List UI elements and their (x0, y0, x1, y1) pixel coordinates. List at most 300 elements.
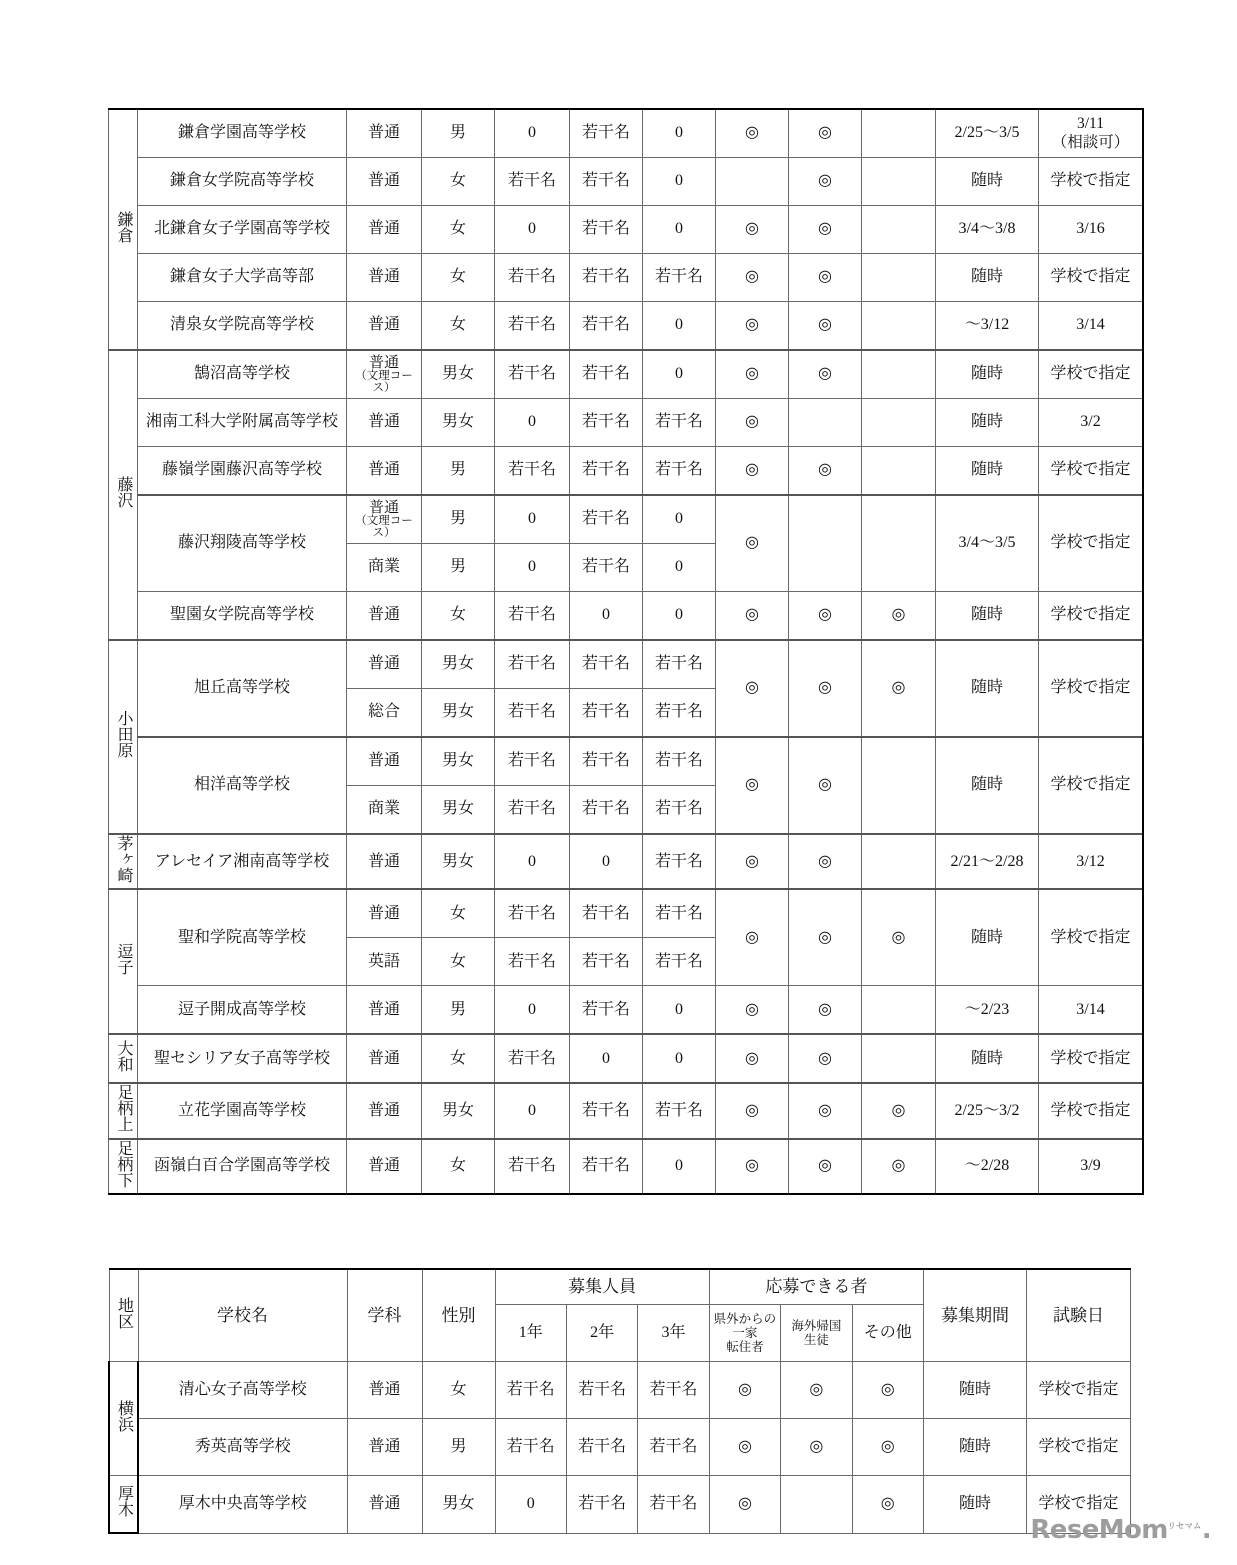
exam-date-cell: 学校で指定 (1039, 640, 1144, 737)
eligible-returnee-cell: ◎ (781, 1419, 852, 1476)
eligible-returnee-cell: ◎ (789, 986, 862, 1035)
header-exam-date: 試験日 (1027, 1269, 1131, 1362)
capacity-year2-cell: 若干名 (570, 737, 643, 786)
application-period-cell: 2/21〜2/28 (936, 834, 1039, 889)
table-row (109, 109, 1144, 158)
capacity-year1-cell: 若干名 (495, 737, 570, 786)
gender-cell: 女 (422, 1034, 495, 1083)
exam-date-cell: 学校で指定 (1039, 1034, 1144, 1083)
capacity-year1-cell: 0 (495, 834, 570, 889)
table-row (109, 1362, 1131, 1419)
eligible-other-cell (862, 834, 936, 889)
table-row (109, 1139, 1144, 1194)
eligible-out-of-prefecture-cell (716, 158, 789, 206)
capacity-year3-cell: 0 (643, 986, 716, 1035)
region-text: 厚木 (115, 1485, 133, 1518)
private-fulltime-schools-table-wrapper (108, 108, 1131, 1195)
course-cell: 普通 (347, 206, 422, 254)
school-name-cell: 相洋高等学校 (138, 737, 347, 834)
gender-cell: 女 (422, 254, 495, 302)
table-row (109, 640, 1144, 689)
application-period-cell: 随時 (924, 1419, 1027, 1476)
eligible-returnee-cell: ◎ (789, 447, 862, 496)
eligible-out-of-prefecture-cell: ◎ (716, 640, 789, 737)
capacity-year1-cell: 0 (495, 399, 570, 447)
eligible-other-cell: ◎ (862, 1139, 936, 1194)
school-name-cell: 立花学園高等学校 (138, 1083, 347, 1138)
capacity-year2-cell: 若干名 (570, 689, 643, 738)
eligible-out-of-prefecture-cell: ◎ (716, 1139, 789, 1194)
gender-cell: 男 (422, 447, 495, 496)
course-cell: 普通 (347, 889, 422, 938)
capacity-year1-cell: 0 (495, 109, 570, 158)
eligible-out-of-prefecture-cell: ◎ (716, 834, 789, 889)
application-period-cell: 〜2/23 (936, 986, 1039, 1035)
capacity-year1-cell: 0 (495, 206, 570, 254)
school-name-cell: 鎌倉学園高等学校 (138, 109, 347, 158)
eligible-out-of-prefecture-cell: ◎ (709, 1476, 780, 1534)
course-cell: 英語 (347, 938, 422, 986)
capacity-year3-cell: 0 (643, 495, 716, 544)
capacity-year1-cell: 若干名 (495, 447, 570, 496)
capacity-year3-cell: 0 (643, 1139, 716, 1194)
capacity-year1-cell: 若干名 (495, 1034, 570, 1083)
school-name-cell: 函嶺白百合学園高等学校 (138, 1139, 347, 1194)
capacity-year3-cell: 若干名 (643, 254, 716, 302)
gender-cell: 女 (422, 206, 495, 254)
table-row (109, 447, 1144, 496)
eligible-other-cell (862, 302, 936, 351)
course-cell: 普通 (347, 1476, 422, 1534)
eligible-other-cell (862, 447, 936, 496)
region-label-藤沢 (109, 350, 138, 640)
capacity-year3-cell: 若干名 (643, 737, 716, 786)
eligible-out-of-prefecture-cell: ◎ (709, 1419, 780, 1476)
eligible-returnee-cell: ◎ (789, 350, 862, 399)
eligible-other-cell (862, 399, 936, 447)
region-label-小田原 (109, 640, 138, 834)
gender-cell: 男女 (422, 689, 495, 738)
application-period-cell: 随時 (936, 592, 1039, 641)
eligible-returnee-cell: ◎ (789, 302, 862, 351)
exam-date-cell: 3/16 (1039, 206, 1144, 254)
gender-cell: 男女 (422, 834, 495, 889)
table2-body (109, 1362, 1131, 1534)
eligible-other-cell: ◎ (852, 1419, 923, 1476)
capacity-year3-cell: 若干名 (643, 834, 716, 889)
eligible-other-cell: ◎ (862, 592, 936, 641)
exam-date-cell: 3/14 (1039, 302, 1144, 351)
capacity-year1-cell: 若干名 (495, 786, 570, 835)
school-name-cell: 鵠沼高等学校 (138, 350, 347, 399)
course-cell: 普通 (347, 592, 422, 641)
gender-cell: 女 (422, 1362, 495, 1419)
region-label-横浜 (109, 1362, 138, 1476)
region-label-足柄下 (109, 1139, 138, 1194)
school-name-cell: 聖和学院高等学校 (138, 889, 347, 986)
eligible-other-cell (862, 495, 936, 592)
header-year-1: 1年 (495, 1305, 566, 1362)
eligible-other-cell: ◎ (852, 1362, 923, 1419)
gender-cell: 男女 (422, 737, 495, 786)
capacity-year1-cell: 若干名 (495, 158, 570, 206)
capacity-year2-cell: 若干名 (570, 938, 643, 986)
capacity-year3-cell: 0 (643, 592, 716, 641)
capacity-year1-cell: 若干名 (495, 1139, 570, 1194)
table-row (109, 158, 1144, 206)
region-text: 茅ヶ崎 (115, 835, 132, 883)
application-period-cell: 3/4〜3/8 (936, 206, 1039, 254)
header-capacity-group: 募集人員 (495, 1269, 709, 1305)
gender-cell: 男女 (422, 640, 495, 689)
course-cell: 普通 (347, 1083, 422, 1138)
eligible-out-of-prefecture-cell: ◎ (716, 302, 789, 351)
school-name-cell: 聖園女学院高等学校 (138, 592, 347, 641)
gender-cell: 女 (422, 302, 495, 351)
correspondence-schools-table-wrapper (108, 1268, 1131, 1534)
gender-cell: 男 (422, 986, 495, 1035)
capacity-year1-cell: 0 (495, 544, 570, 592)
capacity-year2-cell: 若干名 (570, 786, 643, 835)
capacity-year1-cell: 若干名 (495, 302, 570, 351)
table-row (109, 1034, 1144, 1083)
course-cell: 普通 (347, 302, 422, 351)
eligible-returnee-cell: ◎ (789, 737, 862, 834)
eligible-out-of-prefecture-cell: ◎ (716, 447, 789, 496)
capacity-year3-cell: 若干名 (638, 1476, 709, 1534)
capacity-year2-cell: 若干名 (570, 206, 643, 254)
capacity-year2-cell: 若干名 (570, 158, 643, 206)
capacity-year1-cell: 若干名 (495, 350, 570, 399)
exam-date-cell: 学校で指定 (1039, 254, 1144, 302)
eligible-out-of-prefecture-cell: ◎ (709, 1362, 780, 1419)
capacity-year3-cell: 若干名 (638, 1419, 709, 1476)
capacity-year3-cell: 若干名 (643, 1083, 716, 1138)
course-cell: 普通 （文理コース） (347, 350, 422, 399)
course-cell: 普通 (347, 737, 422, 786)
course-cell: 商業 (347, 544, 422, 592)
capacity-year2-cell: 若干名 (566, 1476, 637, 1534)
capacity-year3-cell: 若干名 (643, 889, 716, 938)
course-cell: 普通 (347, 640, 422, 689)
capacity-year1-cell: 若干名 (495, 938, 570, 986)
exam-date-cell: 学校で指定 (1027, 1419, 1131, 1476)
eligible-out-of-prefecture-cell: ◎ (716, 737, 789, 834)
eligible-other-cell: ◎ (862, 1083, 936, 1138)
eligible-returnee-cell: ◎ (781, 1362, 852, 1419)
course-cell: 普通 (347, 399, 422, 447)
eligible-returnee-cell: ◎ (789, 254, 862, 302)
eligible-returnee-cell: ◎ (789, 158, 862, 206)
application-period-cell: 随時 (924, 1476, 1027, 1534)
exam-date-cell: 学校で指定 (1039, 737, 1144, 834)
region-text: 逗子 (115, 943, 132, 976)
region-text: 大和 (115, 1040, 132, 1073)
application-period-cell: 随時 (936, 399, 1039, 447)
course-cell: 商業 (347, 786, 422, 835)
capacity-year1-cell: 若干名 (495, 592, 570, 641)
eligible-out-of-prefecture-cell: ◎ (716, 889, 789, 986)
eligible-returnee-cell: ◎ (789, 889, 862, 986)
eligible-other-cell (862, 109, 936, 158)
capacity-year2-cell: 若干名 (566, 1419, 637, 1476)
capacity-year2-cell: 若干名 (570, 1083, 643, 1138)
exam-date-cell: 3/2 (1039, 399, 1144, 447)
capacity-year2-cell: 0 (570, 1034, 643, 1083)
table-row (109, 399, 1144, 447)
gender-cell: 女 (422, 889, 495, 938)
header-returnee-student: 海外帰国 生徒 (781, 1305, 852, 1362)
eligible-other-cell (862, 206, 936, 254)
gender-cell: 男女 (422, 786, 495, 835)
resemom-logo (1030, 1517, 1211, 1543)
school-name-cell: 北鎌倉女子学園高等学校 (138, 206, 347, 254)
application-period-cell: 随時 (936, 1034, 1039, 1083)
school-name-cell: 秀英高等学校 (138, 1419, 347, 1476)
eligible-returnee-cell: ◎ (789, 206, 862, 254)
eligible-returnee-cell: ◎ (789, 1034, 862, 1083)
header-application-period: 募集期間 (924, 1269, 1027, 1362)
exam-date-cell: 3/12 (1039, 834, 1144, 889)
application-period-cell: 2/25〜3/2 (936, 1083, 1039, 1138)
eligible-returnee-cell (781, 1476, 852, 1534)
capacity-year2-cell: 若干名 (570, 544, 643, 592)
capacity-year2-cell: 0 (570, 834, 643, 889)
header-year-3: 3年 (638, 1305, 709, 1362)
eligible-out-of-prefecture-cell: ◎ (716, 986, 789, 1035)
course-cell: 普通 (347, 986, 422, 1035)
capacity-year1-cell: 0 (495, 1476, 566, 1534)
capacity-year3-cell: 0 (643, 1034, 716, 1083)
eligible-other-cell: ◎ (852, 1476, 923, 1534)
exam-date-cell: 学校で指定 (1039, 495, 1144, 592)
gender-cell: 男 (422, 109, 495, 158)
application-period-cell: 随時 (936, 737, 1039, 834)
eligible-returnee-cell (789, 495, 862, 592)
capacity-year2-cell: 若干名 (570, 1139, 643, 1194)
gender-cell: 男 (422, 544, 495, 592)
table2-head (109, 1269, 1131, 1362)
eligible-out-of-prefecture-cell: ◎ (716, 350, 789, 399)
gender-cell: 男 (422, 495, 495, 544)
gender-cell: 男女 (422, 399, 495, 447)
table-row (109, 1419, 1131, 1476)
table-row (109, 495, 1144, 544)
capacity-year2-cell: 若干名 (570, 986, 643, 1035)
school-name-cell: 逗子開成高等学校 (138, 986, 347, 1035)
capacity-year1-cell: 若干名 (495, 1419, 566, 1476)
capacity-year2-cell: 若干名 (570, 447, 643, 496)
school-name-cell: 鎌倉女学院高等学校 (138, 158, 347, 206)
table1-body (109, 109, 1144, 1194)
header-course: 学科 (347, 1269, 422, 1362)
eligible-out-of-prefecture-cell: ◎ (716, 495, 789, 592)
capacity-year1-cell: 0 (495, 1083, 570, 1138)
application-period-cell: 随時 (936, 158, 1039, 206)
school-name-cell: 聖セシリア女子高等学校 (138, 1034, 347, 1083)
eligible-other-cell (862, 350, 936, 399)
gender-cell: 男 (422, 1419, 495, 1476)
eligible-other-cell: ◎ (862, 640, 936, 737)
course-cell: 普通 (347, 1139, 422, 1194)
capacity-year3-cell: 0 (643, 158, 716, 206)
region-label-鎌倉 (109, 109, 138, 350)
capacity-year3-cell: 若干名 (643, 938, 716, 986)
application-period-cell: 3/4〜3/5 (936, 495, 1039, 592)
capacity-year1-cell: 若干名 (495, 640, 570, 689)
eligible-returnee-cell: ◎ (789, 109, 862, 158)
capacity-year3-cell: 若干名 (643, 689, 716, 738)
capacity-year2-cell: 若干名 (570, 495, 643, 544)
capacity-year1-cell: 若干名 (495, 689, 570, 738)
application-period-cell: 〜2/28 (936, 1139, 1039, 1194)
capacity-year1-cell: 若干名 (495, 254, 570, 302)
eligible-other-cell (862, 1034, 936, 1083)
capacity-year2-cell: 若干名 (570, 254, 643, 302)
course-cell: 普通 (347, 1034, 422, 1083)
course-cell: 普通 (347, 1362, 422, 1419)
capacity-year3-cell: 0 (643, 302, 716, 351)
header-school-name: 学校名 (138, 1269, 347, 1362)
school-name-cell: アレセイア湘南高等学校 (138, 834, 347, 889)
table-row (109, 302, 1144, 351)
capacity-year3-cell: 若干名 (643, 447, 716, 496)
school-name-cell: 清心女子高等学校 (138, 1362, 347, 1419)
capacity-year2-cell: 若干名 (566, 1362, 637, 1419)
exam-date-cell: 学校で指定 (1027, 1476, 1131, 1534)
eligible-returnee-cell: ◎ (789, 1083, 862, 1138)
capacity-year3-cell: 0 (643, 544, 716, 592)
exam-date-cell: 3/14 (1039, 986, 1144, 1035)
table-row (109, 834, 1144, 889)
exam-date-cell: 学校で指定 (1039, 350, 1144, 399)
region-text: 藤沢 (115, 476, 132, 509)
header-region: 地区 (109, 1269, 138, 1362)
capacity-year3-cell: 若干名 (643, 640, 716, 689)
capacity-year2-cell: 若干名 (570, 399, 643, 447)
region-label-大和 (109, 1034, 138, 1083)
capacity-year1-cell: 0 (495, 495, 570, 544)
exam-date-cell: 学校で指定 (1039, 158, 1144, 206)
eligible-other-cell (862, 254, 936, 302)
capacity-year3-cell: 0 (643, 206, 716, 254)
capacity-year2-cell: 0 (570, 592, 643, 641)
exam-date-cell: 学校で指定 (1027, 1362, 1131, 1419)
gender-cell: 男女 (422, 1476, 495, 1534)
course-cell: 普通 （文理コース） (347, 495, 422, 544)
school-name-cell: 清泉女学院高等学校 (138, 302, 347, 351)
region-text: 鎌倉 (115, 210, 132, 243)
table-row (109, 889, 1144, 938)
application-period-cell: 随時 (936, 889, 1039, 986)
eligible-out-of-prefecture-cell: ◎ (716, 592, 789, 641)
capacity-year3-cell: 0 (643, 109, 716, 158)
gender-cell: 女 (422, 158, 495, 206)
eligible-other-cell: ◎ (862, 889, 936, 986)
eligible-returnee-cell: ◎ (789, 640, 862, 737)
eligible-out-of-prefecture-cell: ◎ (716, 1083, 789, 1138)
exam-date-cell: 学校で指定 (1039, 592, 1144, 641)
school-name-cell: 鎌倉女子大学高等部 (138, 254, 347, 302)
capacity-year2-cell: 若干名 (570, 350, 643, 399)
header-year-2: 2年 (566, 1305, 637, 1362)
capacity-year2-cell: 若干名 (570, 640, 643, 689)
eligible-other-cell (862, 986, 936, 1035)
school-name-cell: 藤沢翔陵高等学校 (138, 495, 347, 592)
application-period-cell: 随時 (936, 447, 1039, 496)
course-cell: 普通 (347, 1419, 422, 1476)
region-label-厚木 (109, 1476, 138, 1534)
eligible-returnee-cell: ◎ (789, 834, 862, 889)
header-eligible-group: 応募できる者 (709, 1269, 923, 1305)
header-gender: 性別 (422, 1269, 495, 1362)
eligible-returnee-cell: ◎ (789, 1139, 862, 1194)
table-row (109, 1083, 1144, 1138)
header-other: その他 (852, 1305, 923, 1362)
capacity-year3-cell: 若干名 (643, 399, 716, 447)
capacity-year3-cell: 若干名 (643, 786, 716, 835)
exam-date-cell: 3/11 （相談可） (1039, 109, 1144, 158)
gender-cell: 男女 (422, 1083, 495, 1138)
header-out-of-prefecture-relocation: 県外からの 一家 転住者 (709, 1305, 780, 1362)
region-text: 横浜 (115, 1399, 133, 1432)
table-row (109, 737, 1144, 786)
gender-cell: 女 (422, 1139, 495, 1194)
private-fulltime-schools-table (108, 108, 1144, 1195)
table-row (109, 350, 1144, 399)
table-row (109, 254, 1144, 302)
exam-date-cell: 学校で指定 (1039, 1083, 1144, 1138)
capacity-year1-cell: 若干名 (495, 1362, 566, 1419)
table-row (109, 986, 1144, 1035)
eligible-out-of-prefecture-cell: ◎ (716, 109, 789, 158)
region-text: 足柄上 (115, 1084, 132, 1133)
region-label-逗子 (109, 889, 138, 1034)
logo-wordmark: ReseMom (1030, 1515, 1168, 1545)
table-row (109, 592, 1144, 641)
application-period-cell: 随時 (936, 640, 1039, 737)
application-period-cell: 随時 (936, 350, 1039, 399)
eligible-returnee-cell: ◎ (789, 592, 862, 641)
course-cell: 総合 (347, 689, 422, 738)
region-label-足柄上 (109, 1083, 138, 1138)
application-period-cell: 2/25〜3/5 (936, 109, 1039, 158)
capacity-year2-cell: 若干名 (570, 302, 643, 351)
application-period-cell: 〜3/12 (936, 302, 1039, 351)
eligible-returnee-cell (789, 399, 862, 447)
gender-cell: 男女 (422, 350, 495, 399)
gender-cell: 女 (422, 592, 495, 641)
capacity-year1-cell: 0 (495, 986, 570, 1035)
capacity-year2-cell: 若干名 (570, 889, 643, 938)
course-cell: 普通 (347, 254, 422, 302)
eligible-out-of-prefecture-cell: ◎ (716, 1034, 789, 1083)
logo-dot: . (1201, 1515, 1211, 1545)
exam-date-cell: 学校で指定 (1039, 889, 1144, 986)
course-cell: 普通 (347, 109, 422, 158)
gender-cell: 女 (422, 938, 495, 986)
school-name-cell: 旭丘高等学校 (138, 640, 347, 737)
application-period-cell: 随時 (924, 1362, 1027, 1419)
exam-date-cell: 3/9 (1039, 1139, 1144, 1194)
eligible-out-of-prefecture-cell: ◎ (716, 206, 789, 254)
capacity-year1-cell: 若干名 (495, 889, 570, 938)
course-cell: 普通 (347, 447, 422, 496)
school-name-cell: 厚木中央高等学校 (138, 1476, 347, 1534)
eligible-out-of-prefecture-cell: ◎ (716, 399, 789, 447)
exam-date-cell: 学校で指定 (1039, 447, 1144, 496)
application-period-cell: 随時 (936, 254, 1039, 302)
